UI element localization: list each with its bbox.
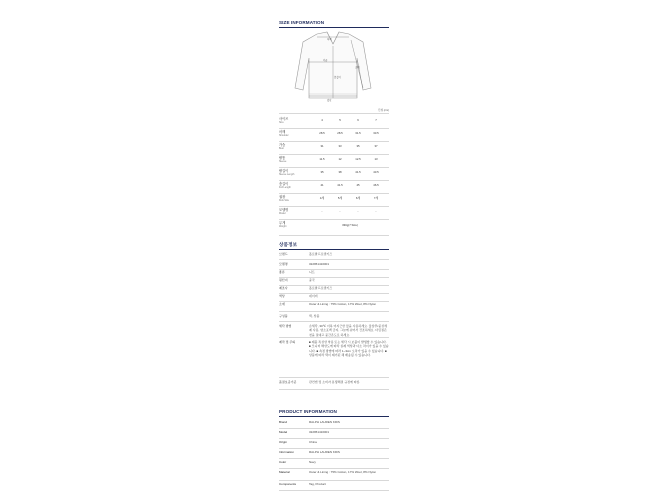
size-cell: 33 — [338, 143, 342, 148]
info-row — [279, 340, 389, 378]
size-cell: 28.5 — [319, 130, 325, 135]
size-row-label-en: Sleeve Length — [279, 173, 295, 177]
size-cell: - — [321, 208, 323, 213]
info-row-value: 중국 — [309, 278, 315, 282]
size-row-label-ko: 사이즈 — [279, 117, 289, 121]
size-cell: 28.5 — [337, 130, 343, 135]
product-row-key: Components — [279, 482, 297, 486]
info-row-value: 네이비 — [309, 294, 318, 298]
size-row-label — [279, 168, 301, 176]
size-row-label — [279, 181, 301, 189]
diagram-label-shoulder: 어깨 — [327, 39, 332, 41]
size-row-label-ko: 총길이 — [279, 182, 289, 186]
size-cell: - — [357, 208, 359, 213]
size-row-label-en: Full Length — [279, 186, 291, 190]
product-row-key: Origin — [279, 440, 288, 444]
product-row-key: Brand — [279, 420, 288, 424]
size-cell: 6 — [357, 117, 359, 122]
size-row-label-ko: 팔길이 — [279, 169, 289, 173]
size-cell: 11.5 — [319, 156, 325, 161]
info-row-value: 관련법 및 소비자 분쟁해결 규정에 따름 — [309, 380, 360, 384]
info-row-key: 모델명 — [279, 262, 288, 266]
info-row-key: 소재 — [279, 302, 285, 306]
product-row-key: Information — [279, 450, 295, 454]
size-cell: 31.5 — [355, 130, 361, 135]
diagram-label-bust: 가슴 — [323, 60, 328, 62]
size-row — [279, 181, 389, 193]
size-row-label — [279, 207, 301, 215]
size-cell: 7세 — [373, 195, 379, 200]
size-row — [279, 194, 389, 206]
product-row-value: 322951410001 — [309, 430, 330, 434]
info-title: 상품정보 — [279, 242, 298, 247]
size-row-weight — [279, 220, 389, 234]
weight-value: 330g(7 Size) — [342, 223, 358, 227]
size-cell: 4세 — [319, 195, 325, 200]
info-row-value: 폴로랄프로렌키즈 — [309, 252, 333, 256]
size-row — [279, 207, 389, 219]
size-row-label-en: Shoulder — [279, 134, 289, 138]
size-cell: 12 — [338, 156, 342, 161]
info-row-key: 원산지 — [279, 278, 288, 282]
size-unit: 단위 (cm) — [378, 109, 389, 112]
info-row-key: 종류 — [279, 270, 285, 274]
product-row-value: Navy — [309, 460, 316, 464]
size-row-label-ko: 어깨 — [279, 130, 286, 134]
product-row-value: Outer & Lining : 75% Cotton, 17% Wool, 8% Nylon — [309, 470, 377, 474]
size-cell: 45 — [356, 182, 360, 187]
size-cell: 7 — [375, 117, 377, 122]
info-row-value: 니트 — [309, 270, 315, 274]
info-row-key: 제조사 — [279, 286, 288, 290]
product-info-title: PRODUCT INFORMATION — [279, 409, 337, 414]
info-row-key: 색상 — [279, 294, 285, 298]
info-row-value: Outer & Lining : 75% Cotton, 17% Wool, 8% Nylon — [309, 302, 377, 306]
size-row-label — [279, 194, 301, 202]
info-row-value: 손세탁, 30℃ 이하 미지근한 물을 사용하세요. 울샴푸/중성세제 사용, 염소표백 금지, 그늘에 뉘어서 건조하세요. 다림질은 천을 덧대고 중간온도로 하세요. — [309, 324, 387, 337]
product-row-value: Tag, Product — [309, 482, 326, 486]
product-row-value: RALPH LAUREN KIDS — [309, 420, 340, 424]
info-row — [279, 324, 389, 338]
size-row-label-ko: 권장 — [279, 195, 286, 199]
info-rule — [279, 249, 389, 250]
product-row-key: Color — [279, 460, 287, 464]
size-cell: - — [375, 208, 377, 213]
size-row-label-en: Kids Size — [279, 199, 289, 203]
size-row — [279, 168, 389, 180]
product-detail-sheet — [275, 14, 391, 498]
diagram-label-hem: 밑단 — [327, 100, 332, 102]
size-row-label — [279, 142, 301, 150]
size-row-label-en: Weight — [279, 225, 287, 229]
diagram-label-length: 총길이 — [334, 77, 341, 79]
size-cell: 41 — [320, 182, 324, 187]
size-row-label — [279, 116, 301, 124]
size-cell: - — [339, 208, 341, 213]
size-cell: 35 — [356, 143, 360, 148]
size-cell: 5세 — [337, 195, 343, 200]
product-info-rule — [279, 416, 389, 417]
info-row-key: 세탁 방법 — [279, 324, 292, 328]
size-cell: 41.5 — [337, 182, 343, 187]
product-row-value: China — [309, 440, 317, 444]
size-cell: 46.5 — [373, 182, 379, 187]
size-cell: 13 — [374, 156, 378, 161]
size-cell: 41.5 — [355, 169, 361, 174]
size-cell: 38 — [338, 169, 342, 174]
info-row-value: ■ 제품 특성상 착용 또는 세탁 시 보풀이 발생할 수 있습니다. ■ 모니터 해상도에 따라 실제 색상과 다소 차이가 있을 수 있습니다. ■ 측정 방법에 따라 1~3cm 오차가 있을 수 있습니다. ■ 상품에 따라 택이 제거된 채 배송될 수 있습니다. — [309, 340, 389, 357]
product-row-key: Model — [279, 430, 288, 434]
size-cell: 43.5 — [373, 169, 379, 174]
size-cell: 37 — [374, 143, 378, 148]
size-row-label-ko: 팔통 — [279, 156, 286, 160]
size-row-label-en: Bust — [279, 147, 284, 151]
size-row-label — [279, 155, 301, 163]
size-cell: 35 — [320, 169, 324, 174]
size-cell: 33.5 — [373, 130, 379, 135]
size-row-label — [279, 129, 301, 137]
size-row-label-en: Size — [279, 121, 284, 125]
size-row-label-en: Sleeve — [279, 160, 287, 164]
info-row-value: 폴로랄프로렌키즈 — [309, 286, 333, 290]
info-row-key: 제작 및 주의 — [279, 340, 296, 344]
size-row-label-en: Model — [279, 212, 286, 216]
size-cell: 12.5 — [355, 156, 361, 161]
size-row-label-ko: 모델명 — [279, 208, 289, 212]
info-row-value: 322951410001 — [309, 262, 330, 266]
sweater-diagram — [293, 28, 373, 108]
size-info-title: SIZE INFORMATION — [279, 20, 325, 25]
diagram-label-sleeve: 소매 — [355, 67, 360, 69]
size-cell: 4 — [321, 117, 323, 122]
size-cell: 6세 — [355, 195, 361, 200]
size-row — [279, 142, 389, 154]
info-row-key: 구성품 — [279, 314, 288, 318]
product-row-value: RALPH LAUREN KIDS — [309, 450, 340, 454]
size-row-label-ko: 가슴 — [279, 143, 286, 147]
size-cell: 31 — [320, 143, 324, 148]
product-row-key: Material — [279, 470, 290, 474]
size-row — [279, 129, 389, 141]
info-row-key: 브랜드 — [279, 252, 288, 256]
size-row — [279, 155, 389, 167]
size-row — [279, 116, 389, 128]
size-cell: 5 — [339, 117, 341, 122]
info-row-value: 택, 상품 — [309, 314, 320, 318]
size-row-label-ko: 무게 — [279, 221, 286, 225]
info-row-key: 품질보증기준 — [279, 380, 297, 384]
